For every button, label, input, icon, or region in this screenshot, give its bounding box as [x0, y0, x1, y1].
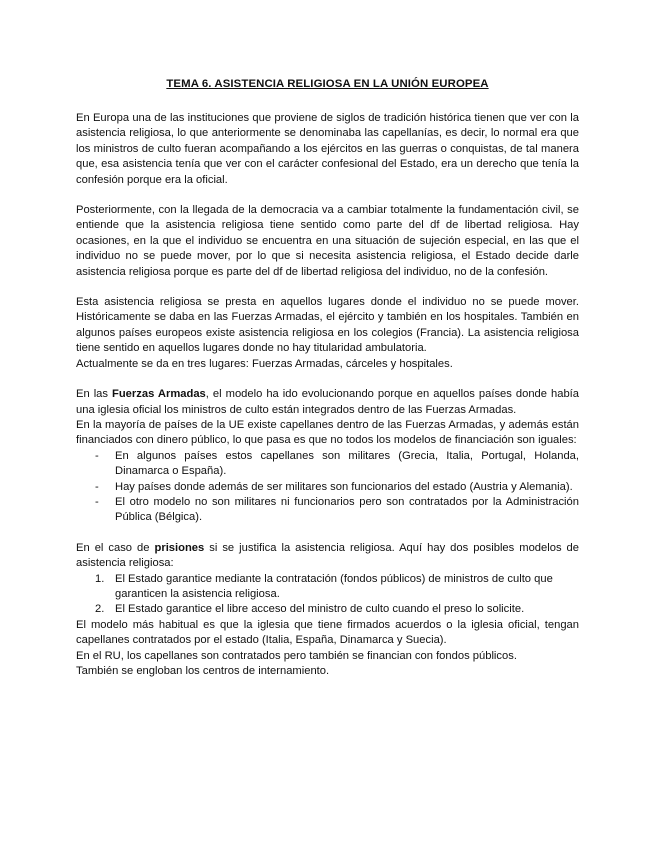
financing-models-list — [76, 449, 579, 526]
list-marker: - — [95, 449, 99, 462]
list-number: 1. — [95, 572, 105, 585]
prisons-bold: prisiones — [154, 541, 205, 554]
armed-forces-post: , el modelo ha ido evolucionando porque en aquellos países donde había una iglesia oficial los ministros de culto están integrados dentro de las Fuerzas Armadas. — [76, 388, 579, 416]
list-item: - Hay países donde además de ser militares son funcionarios del estado (Austria y Alemania). — [76, 480, 579, 495]
page-title: TEMA 6. ASISTENCIA RELIGIOSA EN LA UNIÓN EUROPEA — [166, 78, 489, 90]
paragraph-eu-chaplains: En la mayoría de países de la UE existe capellanes dentro de las Fuerzas Armadas, y además están financiados con dinero público, lo que pasa es que no todos los modelos de financiación son iguales: — [76, 418, 579, 447]
paragraph-current-places: Actualmente se da en tres lugares: Fuerzas Armadas, cárceles y hospitales. — [76, 357, 453, 370]
prisons-post: si se justifica la asistencia religiosa. Aquí hay dos posibles modelos de asistencia religiosa: — [76, 541, 579, 570]
list-marker: - — [95, 495, 99, 508]
armed-forces-pre: En las — [76, 388, 113, 401]
list-item: - El otro modelo no son militares ni funcionarios pero son contratados por la Administración Pública (Bélgica). — [76, 495, 579, 526]
paragraph-places: Esta asistencia religiosa se presta en aquellos lugares donde el individuo no se puede mover. Históricamente se daba en las Fuerzas Armadas, el ejército y también en los hospitales. También en algunos países europeos existe asistencia religiosa en los colegios (Francia). La asistencia religiosa tiene sentido en aquellos lugares donde no hay titularidad ambulatoria. — [76, 296, 579, 355]
paragraph-internment: También se engloban los centros de internamiento. — [76, 665, 330, 677]
list-marker: - — [95, 480, 99, 493]
list-item: 2. El Estado garantice el libre acceso del ministro de culto cuando el preso lo solicite. — [76, 602, 579, 617]
paragraph-uk: En el RU, los capellanes son contratados pero también se financian con fondos públicos. — [76, 649, 517, 662]
prison-models-list — [76, 572, 579, 618]
list-item: - En algunos países estos capellanes son militares (Grecia, Italia, Portugal, Holanda, Dinamarca o España). — [76, 449, 579, 480]
armed-forces-bold: Fuerzas Armadas — [112, 388, 206, 401]
paragraph-intro: En Europa una de las instituciones que proviene de siglos de tradición histórica tienen que ver con la asistencia religiosa, lo que anteriormente se denominaba las capellanías, es decir, lo normal era que los ministros de culto fueran acompañando a los ejércitos en las guerras o conquistas, de tal manera que, esa asistencia tenía que ver con el carácter confesional del Estado, era un derecho que tenía la confesión porque era la oficial. — [76, 112, 579, 186]
prisons-pre: En el caso de — [76, 541, 155, 554]
list-number: 2. — [95, 603, 105, 616]
paragraph-democracy: Posteriormente, con la llegada de la democracia va a cambiar totalmente la fundamentación civil, se entiende que la asistencia religiosa tiene sentido como parte del df de libertad religiosa. Hay ocasiones, en la que el individuo se encuentra en una situación de sujeción especial, en las que el individuo no se puede mover, por lo que si necesita asistencia religiosa, el Estado decide darle asistencia religiosa porque es parte del df de libertad religiosa del individuo, no de la confesión. — [76, 204, 579, 278]
paragraph-usual-model: El modelo más habitual es que la iglesia que tiene firmados acuerdos o la iglesia oficial, tengan capellanes contratados por el estado (Italia, España, Dinamarca y Suecia). — [76, 618, 579, 647]
paragraph-prisons — [76, 541, 579, 572]
paragraph-armed-forces — [76, 387, 579, 418]
list-item: 1. El Estado garantice mediante la contratación (fondos públicos) de ministros de culto que garanticen la asistencia religiosa. — [76, 572, 579, 603]
